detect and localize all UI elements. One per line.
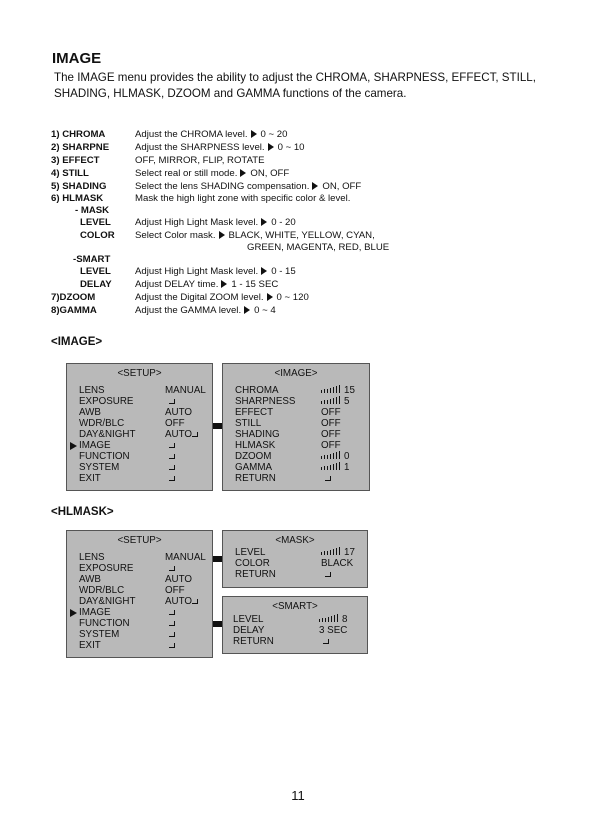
function-key: DELAY xyxy=(80,279,112,290)
function-desc: Adjust the GAMMA level. 0 ~ 4 xyxy=(135,305,276,316)
section-heading-hlmask: <HLMASK> xyxy=(51,506,114,518)
level-bar-icon xyxy=(321,547,341,555)
function-key: 7)DZOOM xyxy=(51,292,96,303)
arrow-right-icon xyxy=(240,169,246,177)
level-bar-icon xyxy=(321,462,341,470)
enter-icon xyxy=(192,599,198,604)
setup-menu-screen-2: <SETUP> LENS MANUAL EXPOSURE AWB AUTO WDR/BLC OFF DAY&NIGHT AUTO IMAGE FUNCTION SYSTEM EXIT xyxy=(66,530,213,658)
function-desc: Mask the high light zone with specific color & level. xyxy=(135,193,351,204)
section-heading-image: <IMAGE> xyxy=(51,336,103,348)
function-key: 2) SHARPNE xyxy=(51,142,110,153)
function-desc: Adjust the CHROMA level. 0 ~ 20 xyxy=(135,129,288,140)
setup-menu-screen: <SETUP> LENS MANUAL EXPOSURE AWB AUTO WDR/BLC OFF DAY&NIGHT AUTO IMAGE FUNCTION SYSTEM EXIT xyxy=(66,363,213,491)
arrow-right-icon xyxy=(268,143,274,151)
function-desc: Select Color mask. BLACK, WHITE, YELLOW, CYAN, xyxy=(135,230,375,241)
enter-icon xyxy=(169,476,175,481)
level-bar-icon xyxy=(321,451,341,459)
arrow-right-icon xyxy=(221,280,227,288)
function-key: 6) HLMASK xyxy=(51,193,104,204)
function-desc: Adjust High Light Mask level. 0 - 20 xyxy=(135,217,296,228)
function-desc: Adjust DELAY time. 1 - 15 SEC xyxy=(135,279,279,290)
enter-icon xyxy=(169,610,175,615)
function-desc: OFF, MIRROR, FLIP, ROTATE xyxy=(135,155,265,166)
enter-icon xyxy=(169,465,175,470)
arrow-right-icon xyxy=(267,293,273,301)
menu-header: <SETUP> xyxy=(117,535,162,546)
enter-icon xyxy=(169,566,175,571)
function-key: 3) EFFECT xyxy=(51,155,100,166)
function-desc: Select real or still mode. ON, OFF xyxy=(135,168,290,179)
page-title: IMAGE xyxy=(52,50,102,67)
enter-icon xyxy=(169,443,175,448)
enter-icon xyxy=(323,639,329,644)
arrow-right-icon xyxy=(219,231,225,239)
function-desc: Select the lens SHADING compensation. ON, OFF xyxy=(135,181,362,192)
function-desc: Adjust High Light Mask level. 0 - 15 xyxy=(135,266,296,277)
level-bar-icon xyxy=(321,396,341,404)
function-key: COLOR xyxy=(80,230,115,241)
menu-header: <SETUP> xyxy=(117,368,162,379)
level-bar-icon xyxy=(319,614,339,622)
arrow-right-icon xyxy=(251,130,257,138)
smart-menu-screen: <SMART> LEVEL 8 DELAY 3 SEC RETURN xyxy=(222,596,368,654)
enter-icon xyxy=(325,476,331,481)
menu-header: <MASK> xyxy=(275,535,315,546)
mask-menu-screen: <MASK> LEVEL 17 COLOR BLACK RETURN xyxy=(222,530,368,588)
menu-header: <IMAGE> xyxy=(274,368,318,379)
enter-icon xyxy=(169,632,175,637)
arrow-right-icon xyxy=(312,182,318,190)
arrow-right-icon xyxy=(244,306,250,314)
function-key: LEVEL xyxy=(80,266,111,277)
enter-icon xyxy=(169,643,175,648)
arrow-right-icon xyxy=(261,218,267,226)
enter-icon xyxy=(325,572,331,577)
function-key: 1) CHROMA xyxy=(51,129,106,140)
function-key: 8)GAMMA xyxy=(51,305,97,316)
intro-paragraph: The IMAGE menu provides the ability to adjust the CHROMA, SHARPNESS, EFFECT, STILL, SHADING, HLMASK, DZOOM and GAMMA functions of the camera. xyxy=(54,71,536,100)
level-bar-icon xyxy=(321,385,341,393)
page-number: 11 xyxy=(291,788,305,803)
enter-icon xyxy=(169,621,175,626)
function-key: 4) STILL xyxy=(51,168,89,179)
function-key: LEVEL xyxy=(80,217,111,228)
image-menu-screen: <IMAGE> CHROMA 15 SHARPNESS 5 EFFECT OFF STILL OFF SHADING OFF HLMASK OFF DZOOM 0 GAMMA 1 RETURN xyxy=(222,363,370,491)
menu-header: <SMART> xyxy=(272,601,318,612)
function-desc: Adjust the SHARPNESS level. 0 ~ 10 xyxy=(135,142,305,153)
enter-icon xyxy=(169,399,175,404)
function-desc: Adjust the Digital ZOOM level. 0 ~ 120 xyxy=(135,292,309,303)
function-key: 5) SHADING xyxy=(51,181,107,192)
enter-icon xyxy=(169,454,175,459)
function-desc-continued: GREEN, MAGENTA, RED, BLUE xyxy=(247,242,390,253)
enter-icon xyxy=(192,432,198,437)
arrow-right-icon xyxy=(261,267,267,275)
